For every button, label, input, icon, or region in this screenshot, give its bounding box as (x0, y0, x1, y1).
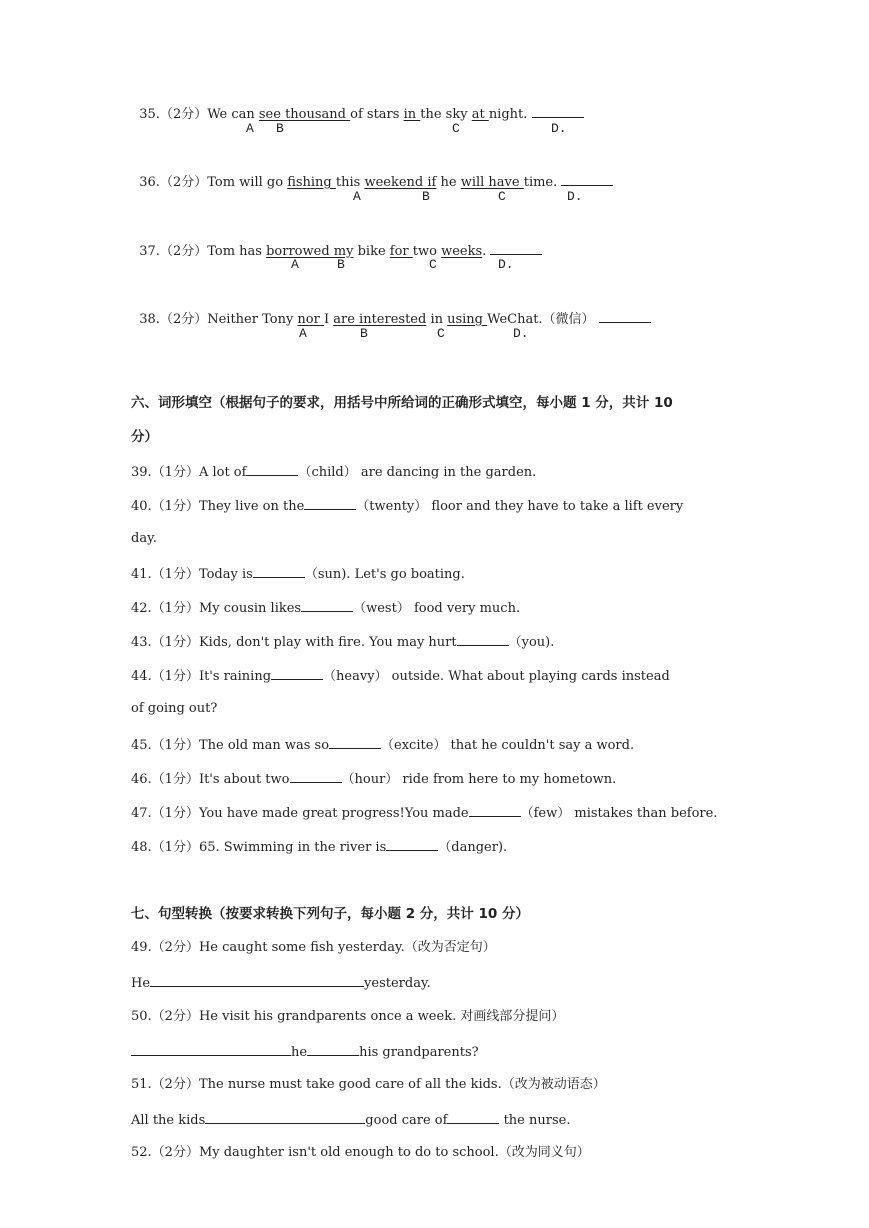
option-label-c: C (437, 326, 445, 341)
question-text: （few） mistakes than before. (520, 806, 718, 821)
question-52: 52.（2分）My daughter isn't old enough to do to school.（改为同义句） (131, 1145, 590, 1160)
option-label-d: D. (567, 189, 583, 204)
question-40-cont: day. (131, 531, 157, 546)
question-number: 37.（2分） (139, 244, 208, 259)
option-label-d: D. (513, 326, 529, 341)
underlined-option-c: will have (460, 175, 524, 190)
answer-text: he (291, 1045, 308, 1060)
question-number: 35.（2分） (139, 107, 208, 122)
option-label-c: C (429, 257, 437, 272)
option-label-a: A (353, 189, 361, 204)
option-label-b: B (360, 326, 368, 341)
answer-blank[interactable] (561, 172, 613, 186)
question-text: （twenty） floor and they have to take a lift every (356, 499, 684, 514)
answer-text: He (131, 976, 151, 991)
section-7-heading: 七、句型转换（按要求转换下列句子，每小题 2 分，共计 10 分） (131, 906, 529, 922)
answer-blank[interactable] (532, 104, 584, 118)
option-label-d: D. (498, 257, 514, 272)
text: . (482, 244, 487, 259)
question-text: （you). (508, 635, 555, 650)
question-text: 40.（1分）They live on the (131, 499, 305, 514)
option-label-c: C (498, 189, 506, 204)
question-39 (131, 462, 536, 482)
answer-49 (131, 973, 431, 993)
question-text: （hour） ride from here to my hometown. (341, 772, 617, 787)
option-label-a: A (291, 257, 299, 272)
answer-text: yesterday. (364, 976, 431, 991)
underlined-option-a: nor (297, 312, 324, 327)
text: time. (523, 175, 558, 190)
answer-blank[interactable] (304, 496, 356, 510)
answer-text: All the kids (131, 1113, 206, 1128)
answer-blank[interactable] (205, 1110, 365, 1124)
question-44 (131, 666, 670, 686)
answer-text: good care of (365, 1113, 448, 1128)
answer-blank[interactable] (599, 309, 651, 323)
answer-text: the nurse. (499, 1113, 571, 1128)
answer-blank[interactable] (253, 564, 305, 578)
question-text: （west） food very much. (353, 601, 521, 616)
text: We can (207, 107, 259, 122)
option-label-b: B (422, 189, 430, 204)
question-38 (131, 291, 651, 329)
answer-blank[interactable] (131, 1042, 291, 1056)
text: I (323, 312, 334, 327)
text: this (335, 175, 365, 190)
question-44-cont: of going out? (131, 701, 218, 716)
question-35 (131, 86, 584, 124)
text: Tom has (207, 244, 267, 259)
underlined-option-b: weekend if (364, 175, 437, 190)
underlined-option-a: borrowed my (266, 244, 354, 259)
question-text: 45.（1分）The old man was so (131, 738, 330, 753)
underlined-option-b: are interested (333, 312, 427, 327)
option-label-c: C (452, 121, 460, 136)
answer-text: his grandparents? (359, 1045, 479, 1060)
question-42 (131, 598, 520, 618)
answer-blank[interactable] (457, 632, 509, 646)
answer-blank[interactable] (329, 735, 381, 749)
text: he (436, 175, 461, 190)
question-40 (131, 496, 683, 516)
text: the sky (420, 107, 472, 122)
question-47 (131, 803, 717, 823)
option-label-b: B (337, 257, 345, 272)
question-number: 36.（2分） (139, 175, 208, 190)
question-51: 51.（2分）The nurse must take good care of all the kids.（改为被动语态） (131, 1077, 606, 1092)
answer-blank[interactable] (150, 973, 364, 987)
underlined-option-c: using (447, 312, 488, 327)
question-number: 38.（2分） (139, 312, 208, 327)
question-text: （danger). (438, 840, 508, 855)
answer-blank[interactable] (271, 666, 323, 680)
option-label-a: A (299, 326, 307, 341)
question-46 (131, 769, 616, 789)
answer-blank[interactable] (290, 769, 342, 783)
underlined-option-a: fishing (287, 175, 336, 190)
section-6-heading: 六、词形填空（根据句子的要求，用括号中所给词的正确形式填空，每小题 1 分，共计 10 (131, 395, 673, 411)
question-36 (131, 154, 613, 192)
underlined-option-c: weeks (441, 244, 483, 259)
question-text: 41.（1分）Today is (131, 567, 253, 582)
text: Neither Tony (207, 312, 298, 327)
question-text: 39.（1分）A lot of (131, 465, 247, 480)
option-label-b: B (276, 121, 284, 136)
question-text: （excite） that he couldn't say a word. (381, 738, 635, 753)
underlined-option-a: see thousand (258, 107, 351, 122)
question-41 (131, 564, 465, 584)
text: bike (353, 244, 390, 259)
question-43 (131, 632, 554, 652)
question-text: 46.（1分）It's about two (131, 772, 290, 787)
underlined-option-b: in (403, 107, 421, 122)
question-text: 48.（1分）65. Swimming in the river is (131, 840, 387, 855)
question-37 (131, 223, 542, 261)
text: of stars (350, 107, 404, 122)
answer-50 (131, 1042, 479, 1062)
option-label-d: D. (551, 121, 567, 136)
answer-blank[interactable] (301, 598, 353, 612)
question-text: （child） are dancing in the garden. (298, 465, 537, 480)
question-text: （sun). Let's go boating. (304, 567, 465, 582)
answer-blank[interactable] (469, 803, 521, 817)
question-text: 42.（1分）My cousin likes (131, 601, 302, 616)
answer-51 (131, 1110, 570, 1130)
answer-blank[interactable] (447, 1110, 499, 1124)
answer-blank[interactable] (490, 241, 542, 255)
question-text: 43.（1分）Kids, don't play with fire. You may hurt (131, 635, 457, 650)
question-text: （heavy） outside. What about playing cards instead (323, 669, 670, 684)
section-6-heading-cont: 分） (131, 429, 158, 445)
question-49: 49.（2分）He caught some fish yesterday.（改为否定句） (131, 940, 496, 955)
question-50: 50.（2分）He visit his grandparents once a week. 对画线部分提问） (131, 1009, 565, 1024)
question-text: 44.（1分）It's raining (131, 669, 272, 684)
answer-blank[interactable] (307, 1042, 359, 1056)
answer-blank[interactable] (386, 837, 438, 851)
underlined-option-c: at (471, 107, 489, 122)
question-45 (131, 735, 634, 755)
underlined-option-b: for (389, 244, 413, 259)
answer-blank[interactable] (246, 462, 298, 476)
question-48 (131, 837, 507, 857)
text: two (412, 244, 442, 259)
text: WeChat.（微信） (487, 312, 595, 327)
text: Tom will go (207, 175, 288, 190)
question-text: 47.（1分）You have made great progress!You made (131, 806, 469, 821)
option-label-a: A (246, 121, 254, 136)
text: night. (488, 107, 528, 122)
text: in (426, 312, 448, 327)
